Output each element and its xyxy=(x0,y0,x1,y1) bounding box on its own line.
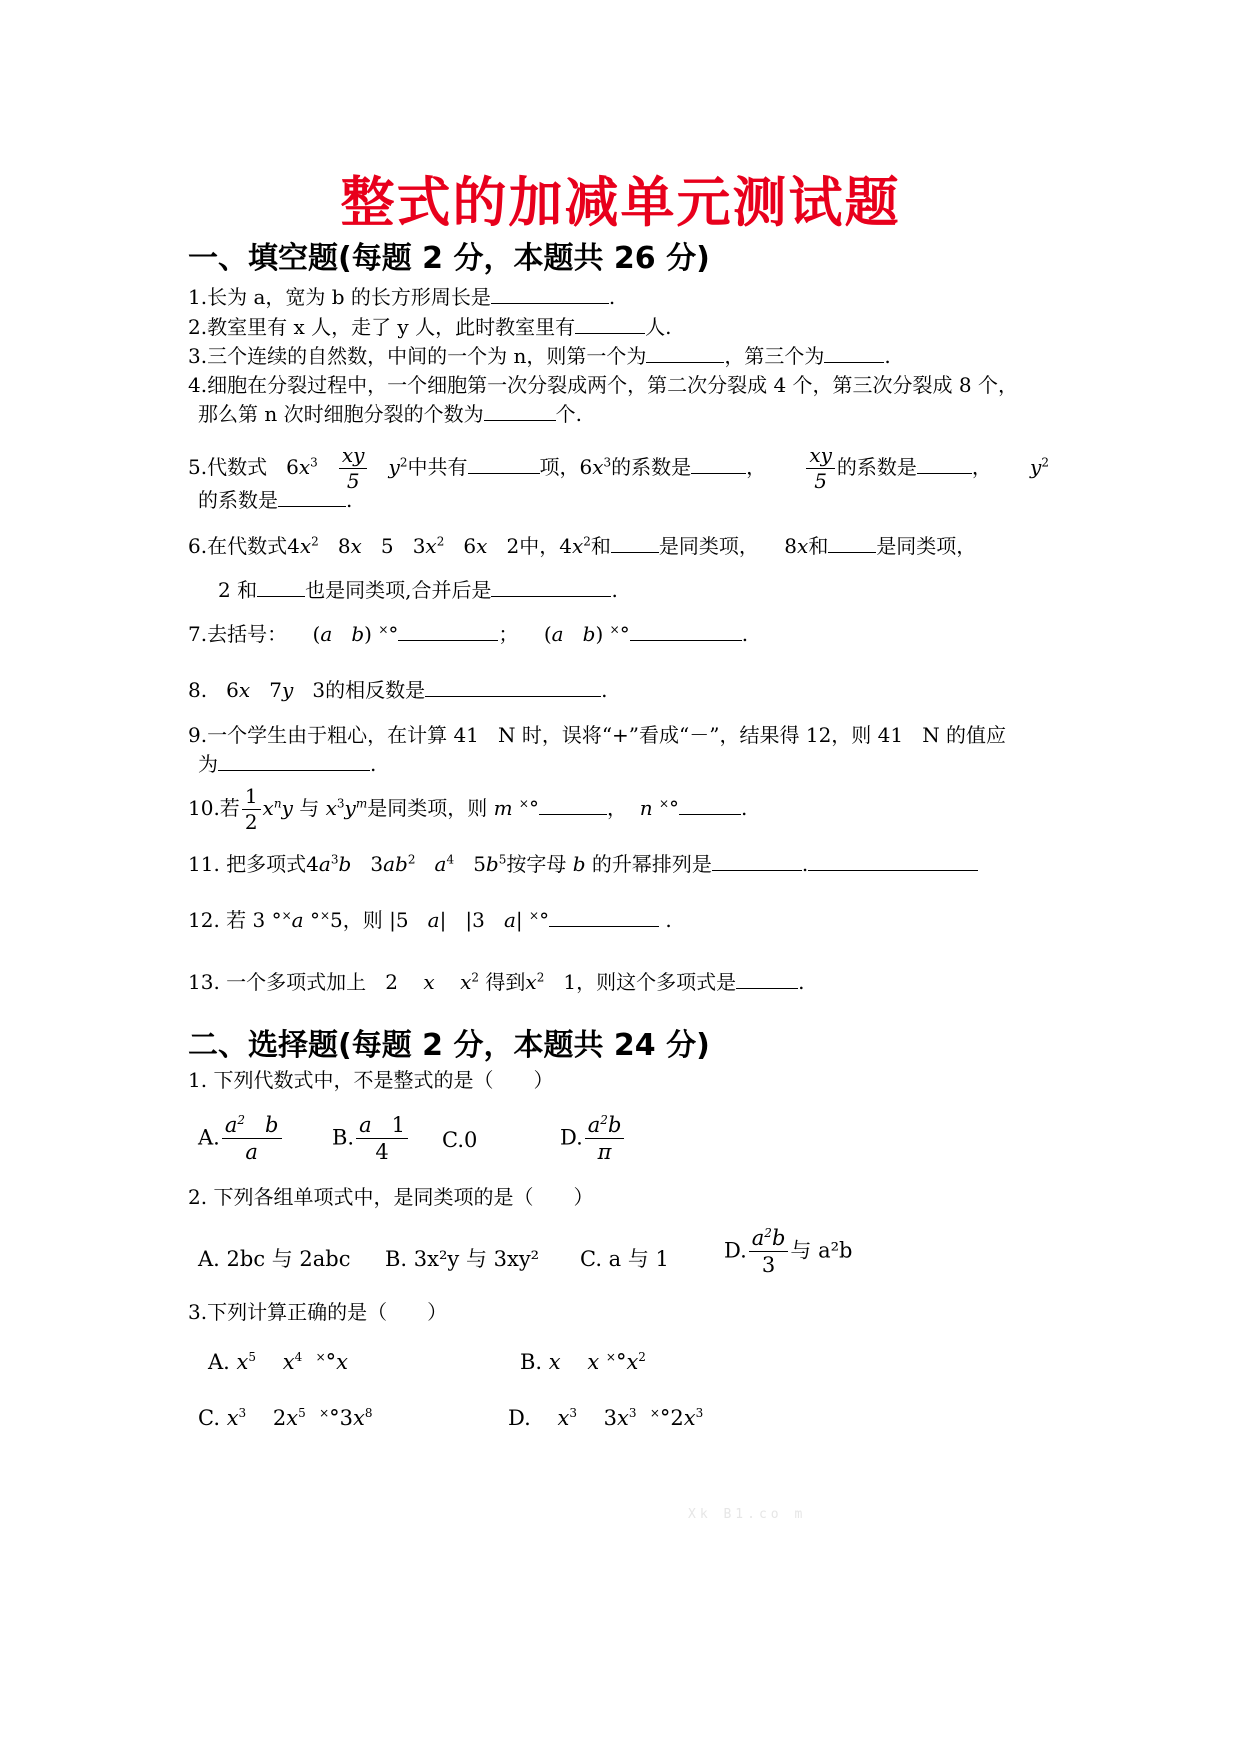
q2-2-option-d[interactable]: D. $\frac{a^2b}{3}$ 与 a²b xyxy=(724,1226,853,1278)
answer-blank[interactable] xyxy=(679,796,741,815)
answer-blank[interactable] xyxy=(484,402,556,421)
q2-1-option-d[interactable]: D. $\frac{a^2b}{\pi}$ xyxy=(560,1112,626,1166)
answer-blank[interactable] xyxy=(257,578,305,597)
q1-7: 7.去括号： (a b) ×° ； (a b) ×° . xyxy=(188,622,749,646)
q1-10: 10.若 $\frac{1}{2}$ $x^ny$ 与 $x^3y^m$是同类项，则 m ×° ， n ×° . xyxy=(188,784,748,834)
q2-1-option-a[interactable]: A. $\frac{a^2 b}{a}$ xyxy=(198,1112,284,1166)
q2-2-option-c[interactable]: C. a 与 1 xyxy=(580,1247,669,1271)
answer-blank[interactable] xyxy=(278,488,346,507)
q2-1-option-b[interactable]: B. $\frac{a 1}{4}$ xyxy=(332,1112,410,1166)
answer-blank[interactable] xyxy=(646,344,724,363)
q2-1: 1. 下列代数式中，不是整式的是（ ） xyxy=(188,1068,554,1092)
q1-12: 12. 若 3 °×a °×5，则 |5 a| |3 a| ×° . xyxy=(188,908,672,932)
section1-heading: 一、填空题(每题 2 分，本题共 26 分) xyxy=(188,241,710,276)
q2-1-option-c[interactable]: C.0 xyxy=(442,1128,478,1152)
q1-9a: 9.一个学生由于粗心，在计算 41 N 时，误将“+”看成“－”，结果得 12，则 41 N 的值应 xyxy=(188,723,1007,747)
q2-2-option-b[interactable]: B. 3x²y 与 3xy² xyxy=(385,1247,540,1271)
answer-blank[interactable] xyxy=(712,852,802,871)
q1-9b: 为 . xyxy=(198,752,377,776)
q2-3-option-d[interactable]: D. $x^3$ $3x^3$ $^\times^\circ 2x^3$ xyxy=(508,1406,704,1430)
q1-3: 3.三个连续的自然数，中间的一个为 n，则第一个为 ，第三个为 . xyxy=(188,344,891,368)
q1-8: 8. 6x 7y 3的相反数是 . xyxy=(188,678,608,702)
fraction-one-half: $\frac{1}{2}$ xyxy=(242,784,261,835)
answer-blank[interactable] xyxy=(824,344,884,363)
q2-3-option-c[interactable]: C. $x^3$ $2x^5$ $^\times^\circ 3x^8$ xyxy=(198,1406,373,1430)
section2-heading: 二、选择题(每题 2 分，本题共 24 分) xyxy=(188,1028,710,1063)
answer-blank[interactable] xyxy=(468,455,540,474)
answer-blank[interactable] xyxy=(218,752,370,771)
answer-blank[interactable] xyxy=(808,852,978,871)
q1-6a: 6.在代数式$4x^2$ 8x 5 $3x^2$ 6x 2中，$4x^2$和 是同类项， 8x和 是同类项， xyxy=(188,534,977,558)
answer-blank[interactable] xyxy=(425,678,601,697)
answer-blank[interactable] xyxy=(549,908,659,927)
answer-blank[interactable] xyxy=(611,534,659,553)
answer-blank[interactable] xyxy=(691,455,746,474)
q2-2-option-a[interactable]: A. 2bc 与 2abc xyxy=(198,1247,351,1271)
answer-blank[interactable] xyxy=(398,622,498,641)
watermark-text: Xk B1.co m xyxy=(688,1507,807,1522)
q1-5b: 的系数是 . xyxy=(198,488,353,512)
q1-4b: 那么第 n 次时细胞分裂的个数为 个. xyxy=(198,402,582,426)
answer-blank[interactable] xyxy=(575,315,645,334)
q1-4a: 4.细胞在分裂过程中，一个细胞第一次分裂成两个，第二次分裂成 4 个，第三次分裂成 8 个， xyxy=(188,373,1018,397)
q1-1: 1.长为 a，宽为 b 的长方形周长是 . xyxy=(188,285,616,309)
answer-blank[interactable] xyxy=(736,970,798,989)
answer-blank[interactable] xyxy=(539,796,607,815)
q1-11: 11. 把多项式$4a^3b$ $3ab^2$ $a^4$ $5b^5$按字母 b 的升幂排列是 . xyxy=(188,852,978,876)
answer-blank[interactable] xyxy=(630,622,742,641)
q1-13: 13. 一个多项式加上 2 x $x^2$ 得到$x^2$ 1，则这个多项式是 . xyxy=(188,970,805,994)
fraction-xy-over-5: $\frac{xy}{5}$ xyxy=(339,443,368,494)
fraction-xy-over-5: $\frac{xy}{5}$ xyxy=(806,443,835,494)
page-title: 整式的加减单元测试题 xyxy=(340,171,901,234)
q2-3-option-a[interactable]: A. $x^5$ $x^4$ ×°x xyxy=(208,1350,348,1374)
q2-2: 2. 下列各组单项式中，是同类项的是（ ） xyxy=(188,1185,594,1209)
q1-5a: 5.代数式 $6x^3$ $\frac{xy}{5}$ $y^2$中共有 项，$6x^3$的系数是 ， $\frac{xy}{5}$ 的系数是 ， $y^2$ xyxy=(188,443,1049,493)
q1-6b: 2 和 也是同类项,合并后是 . xyxy=(218,578,618,602)
q2-3: 3.下列计算正确的是（ ） xyxy=(188,1300,448,1324)
answer-blank[interactable] xyxy=(491,578,611,597)
answer-blank[interactable] xyxy=(828,534,876,553)
q1-2: 2.教室里有 x 人，走了 y 人，此时教室里有 人. xyxy=(188,315,672,339)
answer-blank[interactable] xyxy=(917,455,972,474)
q2-3-option-b[interactable]: B. x x $^\times^\circ x^2$ xyxy=(520,1350,646,1374)
answer-blank[interactable] xyxy=(491,285,609,304)
